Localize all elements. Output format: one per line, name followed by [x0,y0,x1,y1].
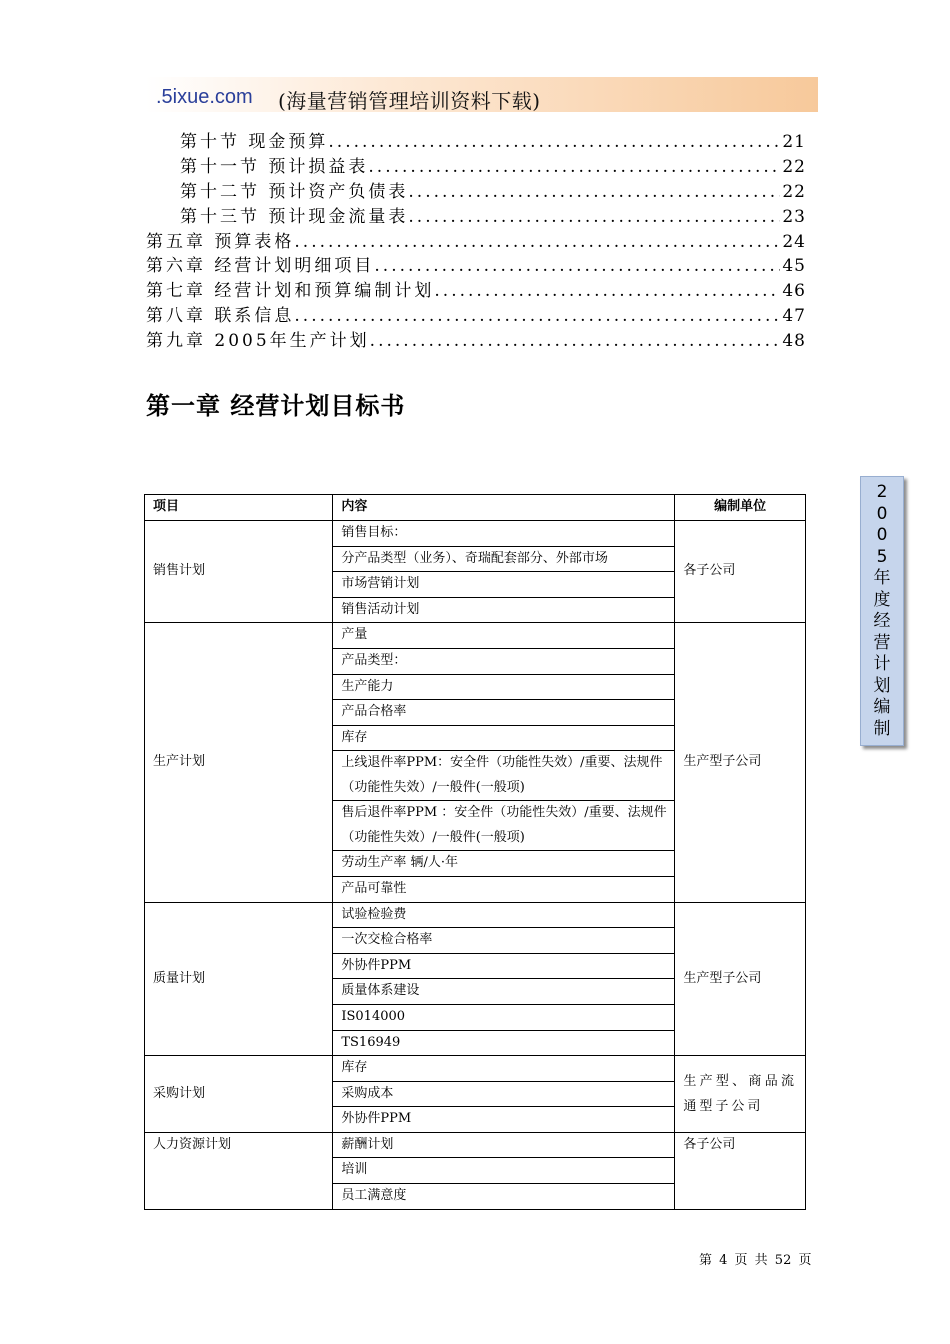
toc-entry-title: 第十三节 预计现金流量表 [180,206,409,227]
side-tab-label [860,476,904,746]
table-row [145,623,806,649]
toc-entry-title: 第六章 经营计划明细项目 [146,256,375,277]
cell-content: 产品类型： [333,648,675,674]
cell-unit: 各子公司 [675,1132,806,1209]
cell-item: 生产计划 [145,623,333,902]
cell-unit: 各子公司 [675,521,806,623]
cell-content: 销售活动计划 [333,597,675,623]
cell-content: 外协件PPM [333,1107,675,1133]
toc-entry[interactable] [146,152,806,177]
toc-entry-page: 24 [782,231,806,252]
cell-content: 生产能力 [333,674,675,700]
cell-unit-text: 生产型、商品流通型子公司 [683,1073,797,1114]
toc-entry-page: 22 [782,156,806,177]
cell-item: 人力资源计划 [145,1132,333,1209]
side-tab-char: 年 [873,568,891,588]
cell-content: 质量体系建设 [333,979,675,1005]
toc-leader-dots [328,132,780,152]
page-footer: 第 4 页 共 52 页 [699,1253,812,1268]
toc-leader-dots [368,157,780,177]
cell-content: 销售目标： [333,521,675,547]
cell-content: 售后退件率PPM ：安全件（功能性失效）/重要、法规件（功能性失效）/一般件(一般项) [333,801,675,851]
cell-content: 外协件PPM [333,953,675,979]
toc-entry-title: 第十一节 预计损益表 [180,156,369,177]
toc-entry-title: 第七章 经营计划和预算编制计划 [146,281,435,302]
toc-entry[interactable] [146,202,806,227]
toc-entry[interactable] [146,127,806,152]
cell-content: 员工满意度 [333,1184,675,1210]
toc-leader-dots [408,182,780,202]
cell-content: IS014000 [333,1004,675,1030]
cell-content: 产品可靠性 [333,876,675,902]
toc-entry-title: 第九章 2005年生产计划 [146,331,370,352]
cell-content: 试验检验费 [333,902,675,928]
toc-entry[interactable] [146,326,806,351]
cell-content: 薪酬计划 [333,1132,675,1158]
toc-leader-dots [434,281,780,301]
toc-leader-dots [374,256,780,276]
toc-entry[interactable] [146,227,806,252]
toc-entry-page: 48 [782,331,806,352]
toc-entry-title: 第十节 现金预算 [180,132,329,152]
header-tagline: (海量营销管理培训资料下载) [278,89,541,113]
toc-leader-dots [370,331,781,351]
toc-entry-page: 47 [782,306,806,327]
cell-item: 采购计划 [145,1056,333,1133]
toc-entry[interactable] [146,301,806,326]
cell-unit: 生产型子公司 [675,902,806,1056]
toc-entry-title: 第八章 联系信息 [146,306,295,327]
side-tab-char: 0 [876,503,888,524]
side-tab-char: 度 [873,589,891,610]
table-row [145,521,806,547]
cell-content: 库存 [333,725,675,751]
side-tab-char: 经 [873,611,891,631]
table-row [145,1056,806,1082]
cell-item: 质量计划 [145,902,333,1056]
table-row [145,902,806,928]
cell-content: 产品合格率 [333,700,675,726]
table-header-row [145,495,806,521]
table-of-contents [146,127,806,351]
toc-leader-dots [294,232,780,252]
cell-content: 库存 [333,1056,675,1082]
header-content: 内容 [333,495,675,521]
toc-entry[interactable] [146,276,806,301]
cell-unit [675,1056,806,1133]
cell-content: 产量 [333,623,675,649]
chapter-title: 第一章 经营计划目标书 [146,392,406,420]
side-tab-char: 编 [873,697,891,717]
toc-leader-dots [408,207,780,227]
side-tab-char: 2 [876,482,888,502]
toc-entry-page: 45 [782,256,806,277]
toc-entry-page: 22 [782,181,806,202]
cell-content: 劳动生产率 辆/人·年 [333,851,675,877]
side-tab-char: 营 [873,632,891,653]
cell-content: 采购成本 [333,1081,675,1107]
toc-entry-title: 第五章 预算表格 [146,231,295,252]
toc-entry-page: 21 [782,132,806,152]
cell-unit: 生产型子公司 [675,623,806,902]
header-item: 项目 [145,495,333,521]
header-unit: 编制单位 [675,495,806,521]
cell-content: 上线退件率PPM：安全件（功能性失效）/重要、法规件（功能性失效）/一般件(一般项) [333,751,675,801]
side-tab-char: 制 [873,718,891,739]
side-tab-char: 0 [876,525,888,545]
plan-table [144,494,806,1210]
toc-entry[interactable] [146,251,806,276]
cell-content: 市场营销计划 [333,572,675,598]
cell-content: 培训 [333,1158,675,1184]
side-tab-char: 划 [873,675,891,696]
side-tab-char: 计 [873,654,891,674]
cell-content: 一次交检合格率 [333,928,675,954]
header-site-link[interactable]: .5ixue.com [156,86,253,108]
toc-entry-page: 46 [782,281,806,302]
toc-entry[interactable] [146,177,806,202]
cell-content: TS16949 [333,1030,675,1056]
table-row [145,1132,806,1158]
cell-content: 分产品类型（业务）、奇瑞配套部分、外部市场 [333,546,675,572]
toc-entry-page: 23 [782,206,806,227]
toc-leader-dots [294,306,780,326]
toc-entry-title: 第十二节 预计资产负债表 [180,181,409,202]
side-tab-char: 5 [876,546,888,567]
cell-item: 销售计划 [145,521,333,623]
